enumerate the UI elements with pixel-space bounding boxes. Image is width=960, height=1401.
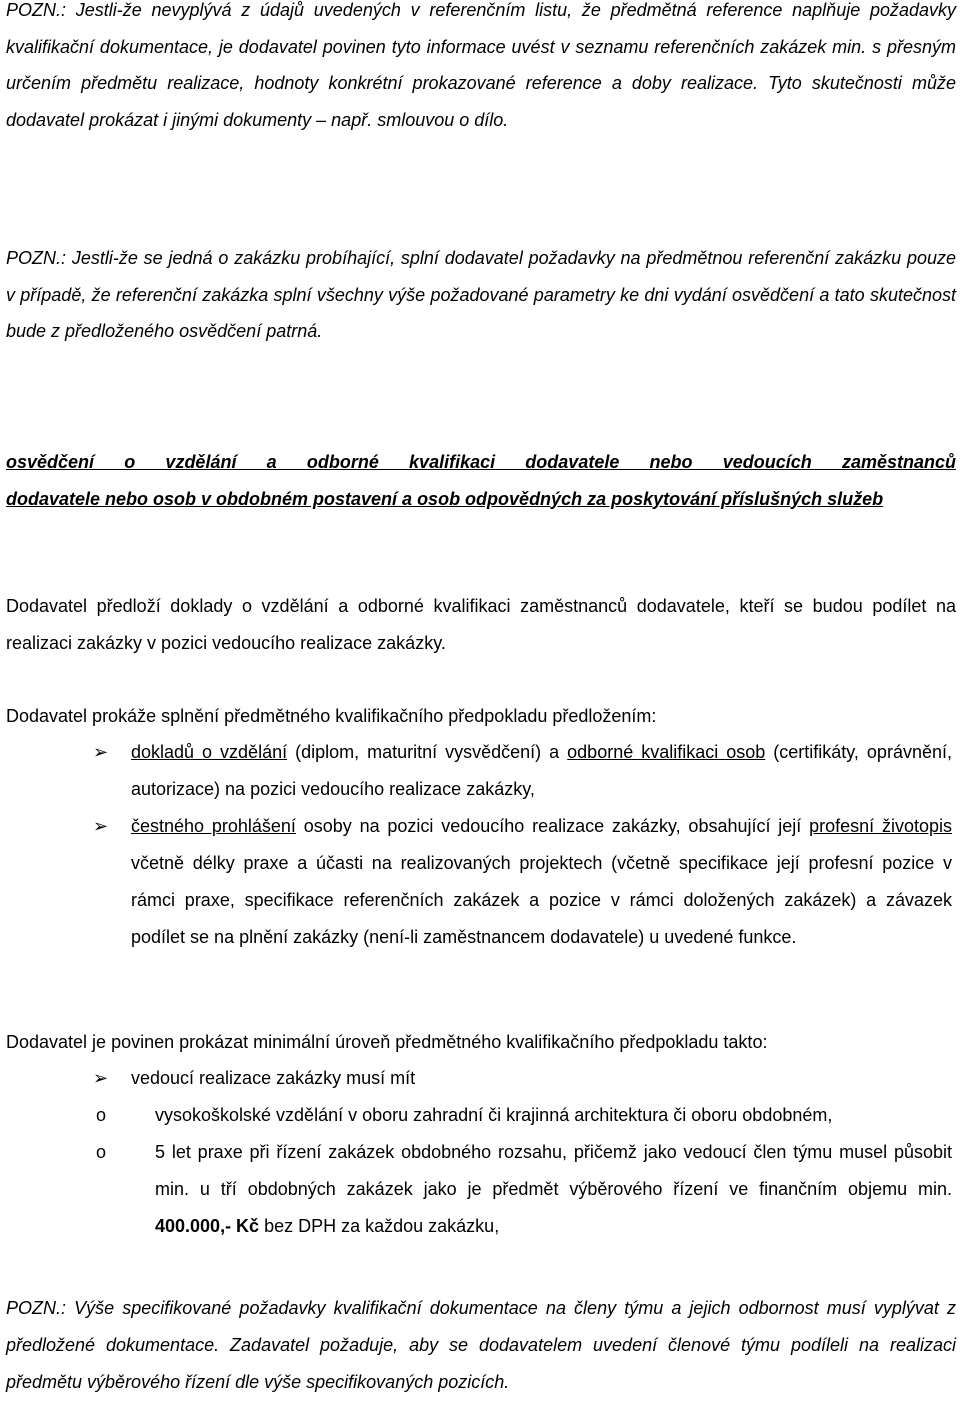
paragraph-minimalni-uroven-intro [6, 1024, 956, 1061]
underlined-term: čestného prohlášení [131, 816, 296, 836]
note-text: : Jestli-že nevyplývá z údajů uvedených v referenčním listu, že předmětná reference naplňuje požadavky kvalifikační dokumentace, je dodavatel povinen tyto informace uvést v seznamu referenčních zakázek min. s přesným určením předmětu realizace, hodnoty konkrétní prokazované reference a doby realizace. Tyto skutečnosti může dodavatel prokázat i jinými dokumenty – např. smlouvou o dílo. [6, 0, 956, 130]
list-item: ➢ čestného prohlášení osoby na pozici vedoucího realizace zakázky, obsahující její profesní životopis včetně délky praxe a účasti na realizovaných projektech (včetně specifikace její profesní pozice v rámci praxe, specifikace referenčních zakázek a pozice v rámci doložených zakázek) a závazek podílet se na plnění zakázky (není-li zaměstnancem dodavatele) u uvedené funkce. [0, 808, 956, 956]
underlined-term: dokladů o vzdělání [131, 742, 288, 762]
list-item: ➢ vedoucí realizace zakázky musí mít [0, 1060, 956, 1097]
note-label: POZN. [6, 0, 62, 20]
arrow-bullet-icon: ➢ [93, 816, 109, 836]
bullet-list-minimalni-uroven [0, 1060, 956, 1245]
amount-value: 400.000,- Kč [155, 1216, 260, 1236]
underlined-term: odborné kvalifikaci osob [567, 742, 766, 762]
section-heading [6, 444, 956, 517]
paragraph-prokaze-intro [6, 698, 956, 735]
paragraph-text: Dodavatel je povinen prokázat minimální úroveň předmětného kvalifikačního předpokladu takto: [6, 1032, 768, 1052]
list-item: ➢ dokladů o vzdělání (diplom, maturitní vysvědčení) a odborné kvalifikaci osob (certifikáty, oprávnění, autorizace) na pozici vedoucího realizace zakázky, [0, 734, 956, 808]
sub-list-item: o vysokoškolské vzdělání v oboru zahradní či krajinná architektura či oboru obdobném, [0, 1097, 956, 1134]
sub-list-item: o 5 let praxe při řízení zakázek obdobného rozsahu, přičemž jako vedoucí člen týmu musel působit min. u tří obdobných zakázek jako je předmět výběrového řízení ve finančním objemu min. 400.000,- Kč bez DPH za každou zakázku, [0, 1134, 956, 1245]
note-label: POZN. [6, 1298, 62, 1318]
heading-line-2: dodavatele nebo osob v obdobném postavení a osob odpovědných za poskytování příslušných služeb [6, 488, 884, 509]
circle-bullet-icon: o [96, 1142, 107, 1162]
bullet-list-doklady [0, 734, 956, 956]
arrow-bullet-icon: ➢ [93, 742, 109, 762]
paragraph-text: Dodavatel prokáže splnění předmětného kvalifikačního předpokladu předložením: [6, 706, 657, 726]
paragraph-text: Dodavatel předloží doklady o vzdělání a odborné kvalifikaci zaměstnanců dodavatele, kteří se budou podílet na realizaci zakázky v pozici vedoucího realizace zakázky. [6, 596, 956, 653]
paragraph-doklady [6, 588, 956, 662]
note-referencni-list [6, 0, 956, 138]
note-text: : Výše specifikované požadavky kvalifikační dokumentace na členy týmu a jejich odbornost musí vyplývat z předložené dokumentace. Zadavatel požaduje, aby se dodavatelem uvedení členové týmu podíleli na realizaci předmětu výběrového řízení dle výše specifikovaných pozicích. [6, 1298, 956, 1392]
note-probihajici-zakazka [6, 240, 956, 350]
underlined-term: profesní životopis [809, 816, 952, 836]
note-text: : Jestli-že se jedná o zakázku probíhající, splní dodavatel požadavky na předmětnou referenční zakázku pouze v případě, že referenční zakázka splní všechny výše požadované parametry ke dni vydání osvědčení a tato skutečnost bude z předloženého osvědčení patrná. [6, 248, 956, 341]
arrow-bullet-icon: ➢ [93, 1068, 109, 1088]
note-clenove-tymu [6, 1290, 956, 1401]
circle-bullet-icon: o [96, 1105, 107, 1125]
note-label: POZN. [6, 248, 62, 268]
heading-line-1: osvědčení o vzdělání a odborné kvalifikaci dodavatele nebo vedoucích zaměstnanců [6, 452, 956, 472]
